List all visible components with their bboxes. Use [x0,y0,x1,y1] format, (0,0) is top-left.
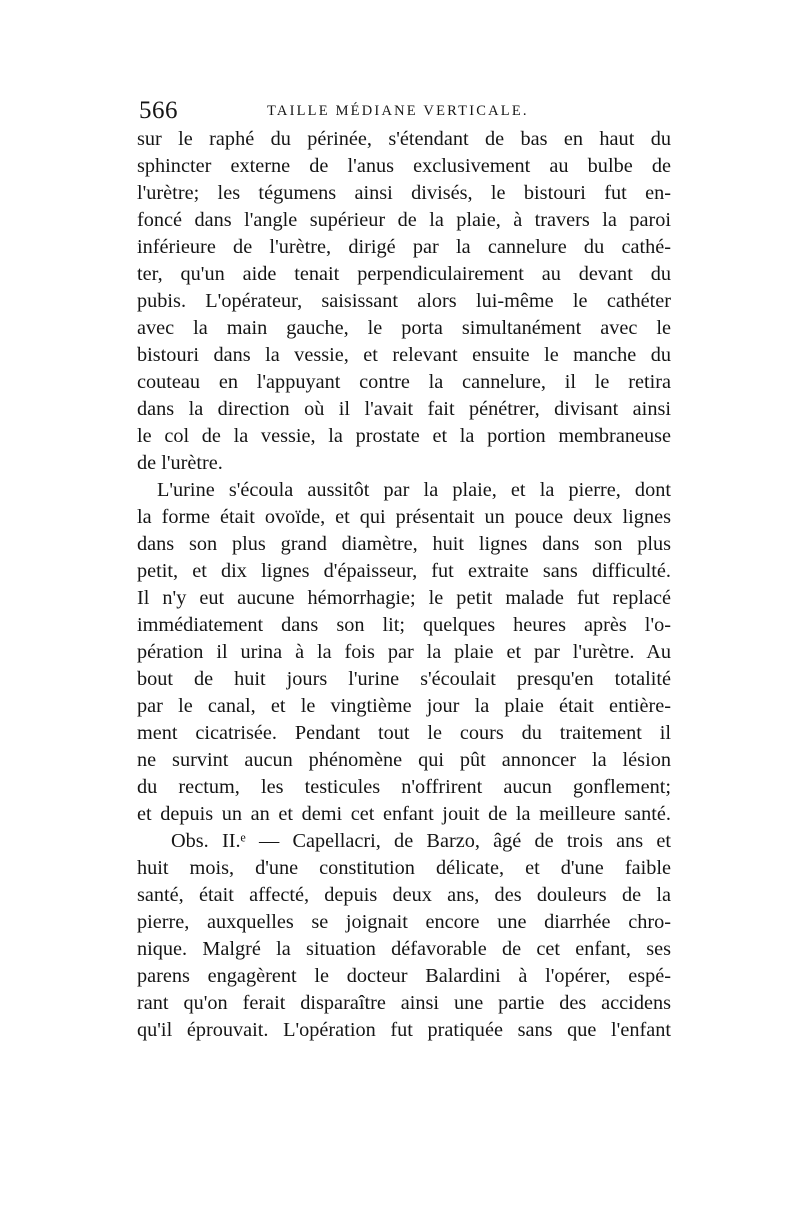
text-line: ne survint aucun phénomène qui pût annoncer la lésion [137,749,671,771]
text-line: couteau en l'appuyant contre la cannelure, il le retira [137,371,671,393]
text-line: pierre, auxquelles se joignait encore une diarrhée chro- [137,911,671,933]
text-line: immédiatement dans son lit; quelques heures après l'o- [137,614,671,636]
text-line: foncé dans l'angle supérieur de la plaie, à travers la paroi [137,209,671,231]
text-line: ment cicatrisée. Pendant tout le cours du traitement il [137,722,671,744]
text-line: parens engagèrent le docteur Balardini à l'opérer, espé- [137,965,671,987]
text-line: petit, et dix lignes d'épaisseur, fut extraite sans difficulté. [137,560,671,582]
running-head [139,95,669,127]
text-line: Il n'y eut aucune hémorrhagie; le petit malade fut replacé [137,587,671,609]
text-line: le col de la vessie, la prostate et la portion membraneuse [137,425,671,447]
text-line: bout de huit jours l'urine s'écoulait presqu'en totalité [137,668,671,690]
text-line: pubis. L'opérateur, saisissant alors lui-même le cathéter [137,290,671,312]
text-line: pération il urina à la fois par la plaie et par l'urètre. Au [137,641,671,663]
text-line: santé, était affecté, depuis deux ans, des douleurs de la [137,884,671,906]
text-line: rant qu'on ferait disparaître ainsi une partie des accidens [137,992,671,1014]
paragraph-first-line: L'urine s'écoula aussitôt par la plaie, et la pierre, dont [157,479,671,501]
text-line: l'urètre; les tégumens ainsi divisés, le bistouri fut en- [137,182,671,204]
text-line: du rectum, les testicules n'offrirent aucun gonflement; [137,776,671,798]
text-line: avec la main gauche, le porta simultanément avec le [137,317,671,339]
text-line: inférieure de l'urètre, dirigé par la cannelure du cathé- [137,236,671,258]
body-text [137,126,671,1044]
text-line: dans son plus grand diamètre, huit lignes dans son plus [137,533,671,555]
text-line: bistouri dans la vessie, et relevant ensuite le manche du [137,344,671,366]
text-line: qu'il éprouvait. L'opération fut pratiquée sans que l'enfant [137,1019,671,1041]
text-line: la forme était ovoïde, et qui présentait un pouce deux lignes [137,506,671,528]
paragraph-last-line: de l'urètre. [137,452,223,474]
text-line: ter, qu'un aide tenait perpendiculairement au devant du [137,263,671,285]
text-line: nique. Malgré la situation défavorable de cet enfant, ses [137,938,671,960]
running-title: TAILLE MÉDIANE VERTICALE. [267,103,529,119]
text-line: sphincter externe de l'anus exclusivement au bulbe de [137,155,671,177]
text-line: sur le raphé du périnée, s'étendant de bas en haut du [137,128,671,150]
paragraph-last-line: et depuis un an et demi cet enfant jouit de la meilleure santé. [137,803,671,825]
page-number: 566 [139,97,178,124]
text-line: dans la direction où il l'avait fait pénétrer, divisant ainsi [137,398,671,420]
text-line: par le canal, et le vingtième jour la plaie était entière- [137,695,671,717]
text-line: huit mois, d'une constitution délicate, et d'une faible [137,857,671,879]
observation-heading-line: Obs. II.ᵉ — Capellacri, de Barzo, âgé de trois ans et [171,830,671,852]
